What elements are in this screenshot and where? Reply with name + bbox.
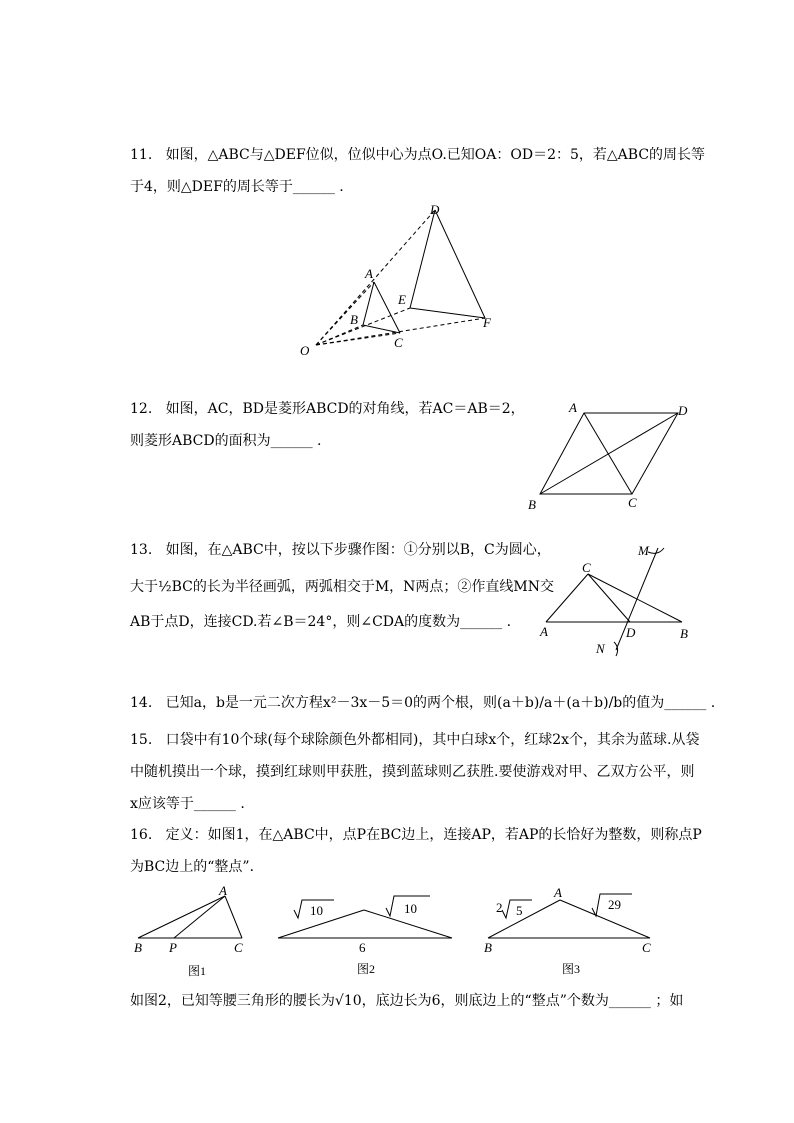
label-C: C: [582, 560, 591, 575]
figure-3-caption: 图3: [562, 962, 581, 976]
label-C: C: [394, 335, 403, 350]
q16-number: 16.: [130, 827, 153, 843]
q16-figure-1: [130, 884, 250, 954]
label-E: E: [398, 292, 406, 307]
q16-figure-3: [480, 884, 660, 956]
label-D: D: [430, 202, 440, 217]
q12-line-1: 12. 如图，AC，BD是菱形ABCD的对角线，若AC＝AB＝2，: [130, 401, 525, 417]
q16-line-3: 如图2，已知等腰三角形的腰长为√10，底边长为6，则底边上的“整点”个数为______ ；如: [130, 993, 684, 1009]
label-O: O: [300, 343, 310, 358]
q16-line-1: 16. 定义：如图1，在△ABC中，点P在BC边上，连接AP，若AP的长恰好为整数，则称点P: [130, 827, 702, 843]
label-D: D: [626, 625, 636, 640]
label-B: B: [134, 940, 142, 954]
figure-1-caption: 图1: [188, 964, 207, 978]
label-side-left: 10: [310, 903, 323, 918]
label-C: C: [642, 940, 651, 955]
q11-figure: [290, 198, 510, 363]
q11-line-1: 11. 如图，△ABC与△DEF位似，位似中心为点O.已知OA：OD＝2：5，若△ABC的周长等: [130, 147, 706, 163]
q16-line-2: 为BC边上的“整点”．: [130, 859, 264, 875]
label-B: B: [350, 312, 358, 327]
q13-line-2: 大于½BC的长为半径画弧，两弧相交于M，N两点；②作直线MN交: [130, 579, 554, 595]
label-C: C: [628, 495, 637, 510]
label-P: P: [169, 940, 177, 954]
label-B: B: [528, 497, 536, 512]
label-A: A: [219, 884, 227, 898]
label-F: F: [483, 315, 491, 330]
q14-line-1: 14. 已知a，b是一元二次方程x²－3x－5＝0的两个根，则(a＋b)/a＋(a＋b)/b的值为______ .: [130, 695, 716, 711]
label-base: 6: [359, 940, 366, 955]
label-side-left: 5: [516, 903, 523, 918]
label-B: B: [680, 626, 688, 641]
q16-figure-2: [272, 888, 457, 958]
q15-line-3: x应该等于______ .: [130, 796, 245, 812]
q11-number: 11.: [130, 147, 153, 163]
label-coefficient: 2: [496, 900, 503, 915]
label-A: A: [554, 885, 562, 900]
q15-number: 15.: [130, 732, 153, 748]
figure-2-caption: 图2: [357, 962, 376, 976]
label-A: A: [365, 266, 373, 281]
q13-number: 13.: [130, 542, 153, 558]
label-D: D: [678, 403, 688, 418]
q12-line-2: 则菱形ABCD的面积为______ .: [130, 433, 322, 449]
q13-line-1: 13. 如图，在△ABC中，按以下步骤作图：①分别以B，C为圆心，: [130, 542, 551, 558]
label-M: M: [638, 543, 649, 558]
q12-number: 12.: [130, 401, 153, 417]
q15-line-1: 15. 口袋中有10个球(每个球除颜色外都相同)，其中白球x个，红球2x个，其余为蓝球.从袋: [130, 732, 700, 748]
q12-figure: [520, 396, 700, 516]
label-A: A: [569, 400, 577, 415]
label-C: C: [234, 940, 243, 954]
q14-number: 14.: [130, 695, 153, 711]
q11-line-2: 于4，则△DEF的周长等于______ .: [130, 179, 344, 195]
q13-figure: [536, 538, 696, 662]
label-B: B: [484, 940, 492, 955]
q15-line-2: 中随机摸出一个球，摸到红球则甲获胜，摸到蓝球则乙获胜.要使游戏对甲、乙双方公平，则: [130, 764, 695, 780]
q13-line-3: AB于点D，连接CD.若∠B＝24°，则∠CDA的度数为______ .: [130, 614, 512, 630]
label-A: A: [540, 624, 548, 639]
label-side-right: 29: [608, 897, 621, 912]
label-N: N: [596, 641, 605, 656]
label-side-right: 10: [404, 901, 417, 916]
